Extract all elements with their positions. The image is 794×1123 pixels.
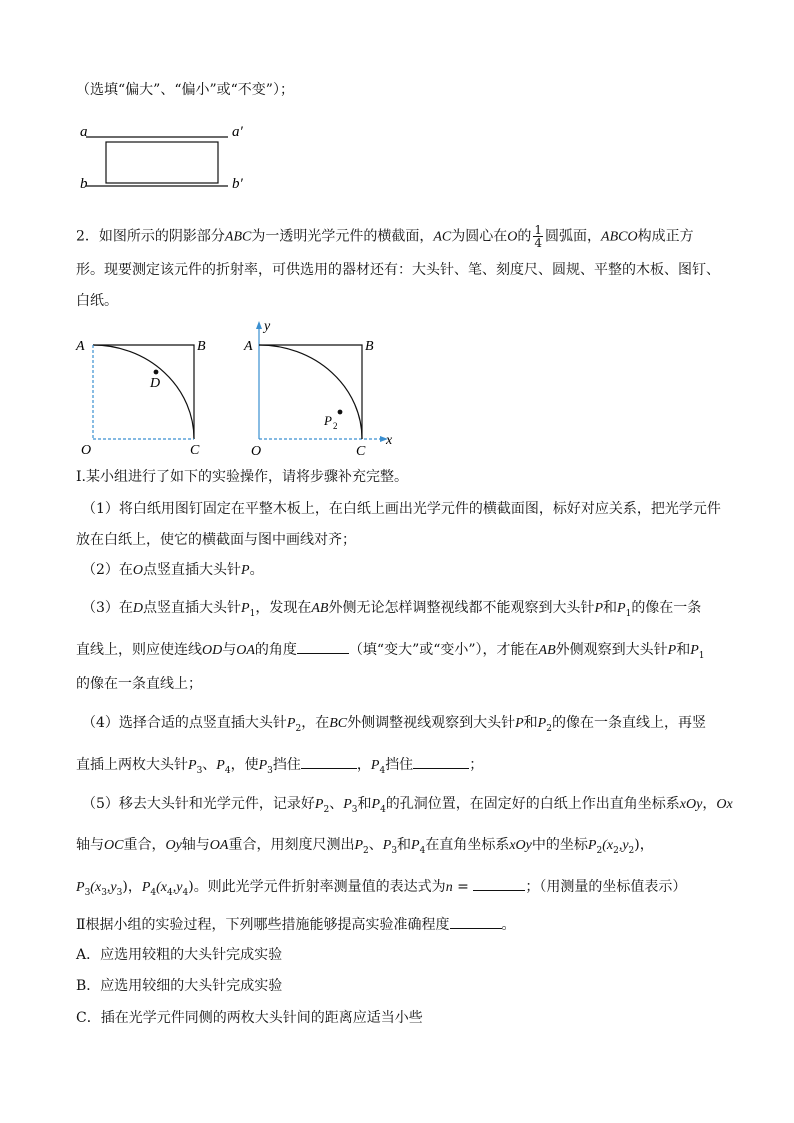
figure-element-d bbox=[74, 330, 214, 460]
svg-text:D: D bbox=[150, 376, 161, 391]
label-a: a bbox=[80, 124, 88, 140]
step3-line2: 直线上，则应使连线OD与OA的角度 （填“变大”或“变小”），才能在AB外侧观察到大头针P和$P_1$ bbox=[76, 639, 705, 666]
svg-text:C: C bbox=[356, 444, 366, 459]
step4-line1: （4）选择合适的点竖直插大头针$P_2$，在BC外侧调整视线观察到大头针P和$P_2$的像在一条直线上，再竖 bbox=[82, 715, 706, 734]
step3-line3: 的像在一条直线上； bbox=[76, 676, 202, 692]
option-c[interactable]: C．插在光学元件同侧的两枚大头针间的距离应适当小些 bbox=[76, 1010, 423, 1026]
step5-line2: 轴与OC重合，Oy轴与OA重合，用刻度尺测出$P_2$、$P_3$和$P_4$在直角坐标系xOy中的坐标$P_2(x_2,y_2)$， bbox=[76, 837, 654, 856]
svg-text:O: O bbox=[251, 444, 262, 459]
blank-p4-blocks[interactable] bbox=[413, 754, 469, 769]
blank-angle[interactable] bbox=[297, 639, 349, 654]
step5-line1: （5）移去大头针和光学元件，记录好$P_2$、$P_3$和$P_4$的孔洞位置，在固定好的白纸上作出直角坐标系xOy，Ox bbox=[82, 796, 733, 815]
option-a[interactable]: A．应选用较粗的大头针完成实验 bbox=[76, 947, 283, 963]
label-b: b bbox=[80, 176, 88, 192]
point-p2 bbox=[338, 410, 343, 415]
svg-text:2: 2 bbox=[333, 421, 338, 431]
figure-glass-block bbox=[76, 118, 256, 198]
q2-line1: 2．如图所示的阴影部分ABC为一透明光学元件的横截面，AC为圆心在O的 $\frac{1}{4}$ 圆弧面，ABCO构成正方 bbox=[76, 223, 694, 250]
blank-p3-blocks[interactable] bbox=[301, 754, 357, 769]
blank-refractive-index[interactable] bbox=[473, 876, 525, 891]
part2-question: Ⅱ根据小组的实验过程，下列哪些措施能够提高实验准确程度 。 bbox=[76, 914, 516, 935]
svg-text:y: y bbox=[264, 319, 271, 334]
part1-title: I.某小组进行了如下的实验操作，请将步骤补充完整。 bbox=[76, 469, 408, 485]
arc-ac-2 bbox=[259, 345, 362, 439]
label-b-prime: b′ bbox=[232, 176, 243, 192]
step3-line1: （3）在D点竖直插大头针$P_1$，发现在AB外侧无论怎样调整视线都不能观察到大头针P和$P_1$的像在一条 bbox=[82, 600, 702, 619]
point-d bbox=[154, 370, 159, 375]
svg-text:P: P bbox=[324, 413, 332, 428]
svg-text:C: C bbox=[190, 443, 200, 458]
instruction-note: （选填“偏大”、“偏小”或“不变”）； bbox=[76, 82, 294, 98]
step2: （2）在O点竖直插大头针P。 bbox=[82, 562, 264, 578]
svg-text:B: B bbox=[197, 339, 206, 354]
blank-part2[interactable] bbox=[450, 914, 502, 929]
arc-ac bbox=[93, 345, 194, 439]
svg-text:A: A bbox=[244, 339, 253, 354]
y-axis-arrow-icon bbox=[256, 321, 262, 329]
step5-line3: $P_3(x_3,y_3)$，$P_4(x_4,y_4)$。则此光学元件折射率测量值的表达式为n = ；（用测量的坐标值表示） bbox=[76, 876, 686, 903]
figure-element-coordinates bbox=[242, 315, 402, 460]
svg-text:A: A bbox=[76, 339, 85, 354]
svg-text:x: x bbox=[386, 433, 393, 448]
q2-line3: 白纸。 bbox=[76, 293, 118, 309]
q2-line2: 形。现要测定该元件的折射率，可供选用的器材还有：大头针、笔、刻度尺、圆规、平整的木板、图钉、 bbox=[76, 262, 720, 278]
step1-line2: 放在白纸上，使它的横截面与图中画线对齐； bbox=[76, 532, 356, 548]
option-b[interactable]: B．应选用较细的大头针完成实验 bbox=[76, 978, 283, 994]
step1-line1: （1）将白纸用图钉固定在平整木板上，在白纸上画出光学元件的横截面图，标好对应关系，把光学元件 bbox=[82, 501, 721, 517]
fraction-quarter: $\frac{1}{4}$ bbox=[534, 223, 543, 250]
glass-rect bbox=[106, 142, 218, 183]
label-a-prime: a′ bbox=[232, 124, 243, 140]
svg-text:B: B bbox=[365, 339, 374, 354]
svg-text:O: O bbox=[81, 443, 92, 458]
step4-line2: 直插上两枚大头针$P_3$、$P_4$，使$P_3$挡住 ，$P_4$挡住 ； bbox=[76, 754, 483, 781]
